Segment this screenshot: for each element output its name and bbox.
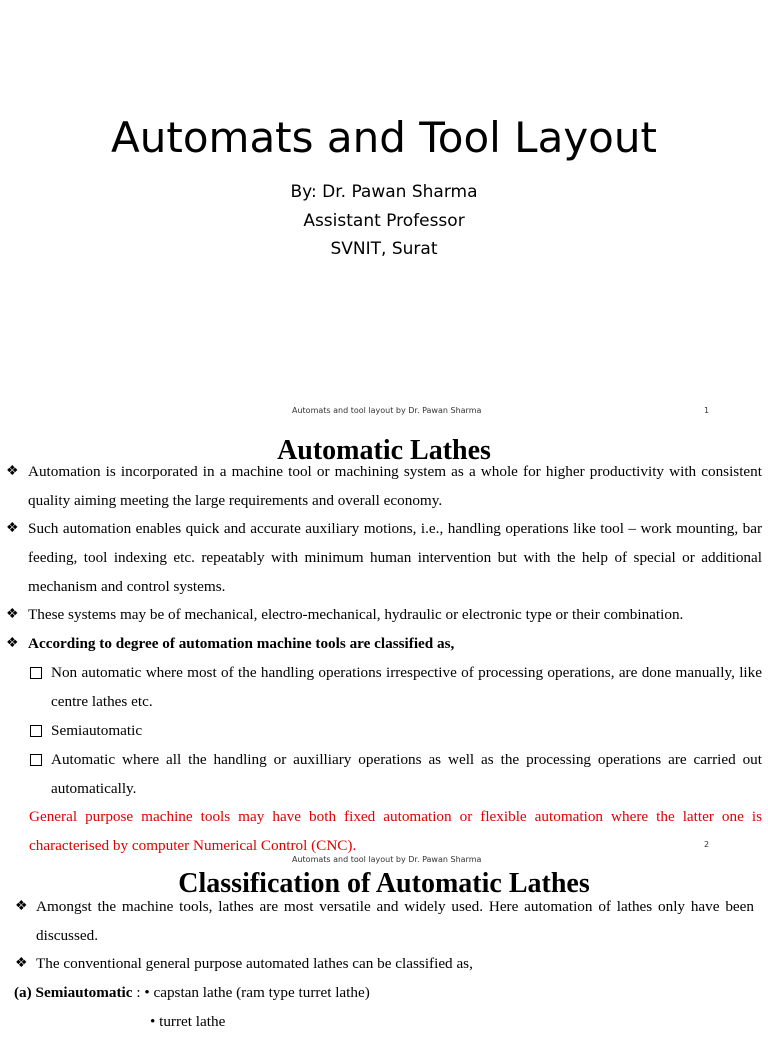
- slide2-sub-item-2: Semiautomatic: [51, 722, 143, 739]
- slide1-position: Assistant Professor: [303, 211, 465, 231]
- diamond-bullet-icon: ❖: [6, 636, 19, 651]
- slide1-author: By: Dr. Pawan Sharma: [290, 182, 478, 202]
- slide2-bullet-3: These systems may be of mechanical, electro-mechanical, hydraulic or electronic type or their combination.: [28, 606, 684, 623]
- slide1-page-number: 1: [704, 406, 710, 415]
- slide2-bullet-2: Such automation enables quick and accurate auxiliary motions, i.e., handling operations like tool – work mounting, bar feeding, tool indexing etc. repeatably with minimum human intervention but with the help of special or additional mechanism and control systems.: [28, 520, 762, 595]
- slide3-semiautomatic-line: [14, 979, 754, 1008]
- slide3-bullet-2: The conventional general purpose automated lathes can be classified as,: [36, 955, 473, 972]
- slide1-footer: Automats and tool layout by Dr. Pawan Sharma: [292, 406, 482, 415]
- slide3-semiautomatic-item-1: : • capstan lathe (ram type turret lathe): [132, 984, 370, 1001]
- slide1-title: Automats and Tool Layout: [111, 113, 657, 162]
- slide3-semiautomatic-label: (a) Semiautomatic: [14, 984, 133, 1001]
- slide3-title: Classification of Automatic Lathes: [178, 868, 590, 899]
- checkbox-icon: [30, 667, 42, 679]
- slide2-sub-item-1: Non automatic where most of the handling operations irrespective of processing operations, are done manually, like centre lathes etc.: [51, 664, 762, 710]
- diamond-bullet-icon: ❖: [15, 956, 28, 971]
- diamond-bullet-icon: ❖: [15, 899, 28, 914]
- checkbox-icon: [30, 754, 42, 766]
- checkbox-icon: [30, 725, 42, 737]
- slide2-page-number: 2: [704, 840, 710, 849]
- slide2-footer: Automats and tool layout by Dr. Pawan Sharma: [292, 855, 482, 864]
- diamond-bullet-icon: ❖: [6, 607, 19, 622]
- slide2-note: General purpose machine tools may have both fixed automation or flexible automation where the latter one is characterised by computer Numerical Control (CNC).: [29, 808, 762, 854]
- slide3-bullet-1: Amongst the machine tools, lathes are most versatile and widely used. Here automation of lathes only have been discussed.: [36, 898, 754, 944]
- slide2-bullet-1: Automation is incorporated in a machine tool or machining system as a whole for higher productivity with consistent quality aiming meeting the large requirements and overall economy.: [28, 463, 762, 509]
- slide1-institute: SVNIT, Surat: [330, 239, 438, 259]
- slide3-semiautomatic-item-2: • turret lathe: [150, 1013, 226, 1030]
- diamond-bullet-icon: ❖: [6, 464, 19, 479]
- diamond-bullet-icon: ❖: [6, 521, 19, 536]
- slide2-sub-item-3: Automatic where all the handling or auxilliary operations as well as the processing operations are carried out automatically.: [51, 751, 762, 797]
- slide2-title: Automatic Lathes: [277, 435, 491, 466]
- slide2-bullet-4: According to degree of automation machine tools are classified as,: [28, 635, 455, 652]
